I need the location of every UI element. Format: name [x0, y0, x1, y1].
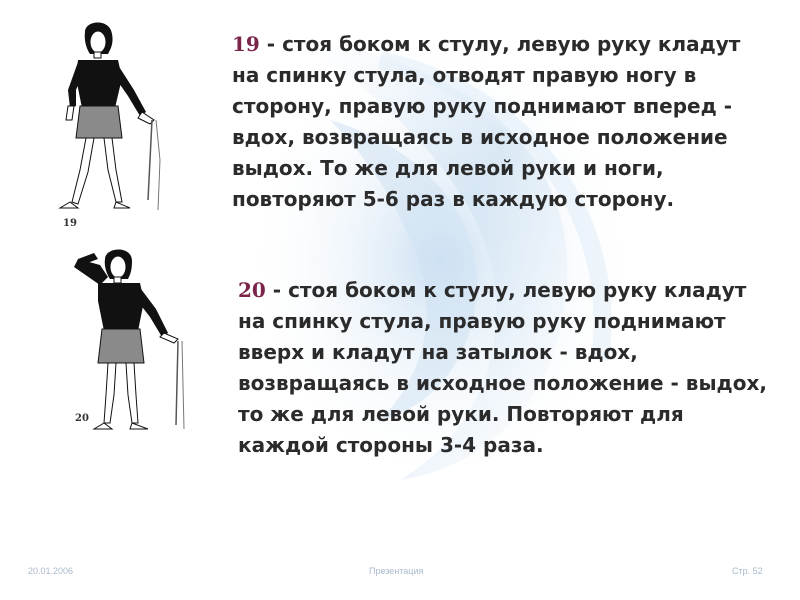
figure-20-label: 20 — [75, 413, 89, 424]
exercise-20-description: - стоя боком к стулу, левую руку кладут на спинку стула, правую руку поднимают вверх и кладут на затылок - вдох, возвращаясь в исходное положение - выдох, то же для левой руки. Повторяют для каждой стороны 3-4 раза. — [238, 278, 767, 457]
exercise-19-number: 19 — [232, 32, 260, 56]
exercise-20-illustration — [60, 245, 200, 440]
exercise-19-text — [232, 29, 772, 215]
footer-title: Презентация — [369, 566, 424, 576]
exercise-19-description: - стоя боком к стулу, левую руку кладут на спинку стула, отводят правую ногу в сторону, правую руку поднимают вперед - вдох, возвращаясь в исходное положение выдох. То же для левой руки и ноги, повторяют 5-6 раз в каждую сторону. — [232, 32, 741, 211]
exercise-19-illustration — [30, 20, 180, 235]
footer-page-number: Стр. 52 — [732, 566, 763, 576]
figure-19-label: 19 — [63, 218, 77, 229]
exercise-20-text — [238, 275, 778, 461]
exercise-20-number: 20 — [238, 278, 266, 302]
footer-date: 20.01.2006 — [28, 566, 74, 576]
